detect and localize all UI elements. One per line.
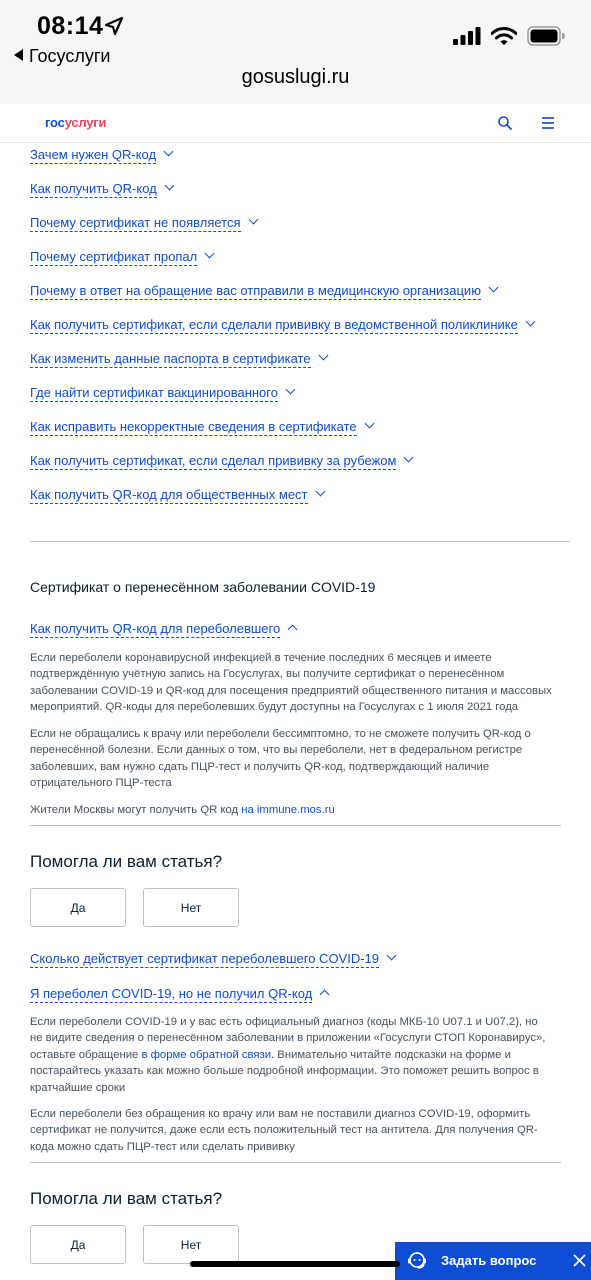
back-arrow-icon: [14, 49, 23, 61]
ask-question-button[interactable]: [395, 1242, 591, 1280]
feedback-form-link[interactable]: в форме обратной связи: [141, 1048, 272, 1061]
address-bar[interactable]: gosuslugi.ru: [241, 66, 350, 88]
back-to-app-button[interactable]: [14, 46, 110, 67]
helpful-question: Помогла ли вам статья?: [30, 1189, 223, 1208]
section-divider: [30, 541, 570, 542]
faq-link-abroad[interactable]: Как получить сертификат, если сделал прививку за рубежом: [30, 453, 412, 468]
menu-icon[interactable]: [541, 116, 555, 130]
faq-link-fix-data[interactable]: Как исправить некорректные сведения в сертификате: [30, 419, 373, 434]
support-agent-icon: [405, 1249, 429, 1273]
ask-question-label: Задать вопрос: [441, 1253, 537, 1268]
faq-link-cert-not-appearing[interactable]: Почему сертификат не появляется: [30, 215, 257, 230]
chevron-down-icon: [404, 453, 414, 463]
answer-paragraph: Если переболели COVID-19 и у вас есть официальный диагноз (коды МКБ-10 U07.1 и U07.2), но не видите сведения о перенесённом заболевании в приложении «Госуслуги СТОП Коронавирус», оставьте обращение в форме обратной связи. Внимательно читайте подсказки на форме и постарайтесь указать как можно больше подробной информации. Это поможет решить вопрос в кратчайшие сроки: [30, 1016, 546, 1094]
immune-mos-link[interactable]: на immune.mos.ru: [241, 804, 335, 816]
chevron-down-icon: [286, 385, 296, 395]
location-arrow-icon: [104, 16, 124, 36]
home-indicator[interactable]: [190, 1261, 400, 1267]
search-icon[interactable]: [497, 115, 513, 131]
section-title: Сертификат о перенесённом заболевании COVID-19: [30, 579, 376, 595]
chevron-up-icon: [320, 990, 330, 1000]
faq-link-public-places[interactable]: Как получить QR-код для общественных мест: [30, 487, 324, 502]
chevron-down-icon: [205, 249, 215, 259]
faq-link-departmental-clinic[interactable]: Как получить сертификат, если сделали прививку в ведомственной поликлинике: [30, 317, 534, 332]
browser-chrome: [0, 0, 591, 105]
chevron-down-icon: [488, 283, 498, 293]
chevron-down-icon: [318, 351, 328, 361]
wifi-icon: [491, 27, 517, 46]
faq-link-why-qr[interactable]: Зачем нужен QR-код: [30, 147, 172, 162]
answer-divider: [30, 1162, 561, 1163]
chevron-down-icon: [364, 419, 374, 429]
chevron-down-icon: [164, 181, 174, 191]
back-app-label: Госуслуги: [29, 46, 111, 66]
vote-yes-button[interactable]: Да: [30, 1225, 126, 1264]
chevron-down-icon: [164, 147, 174, 157]
faq-link-find-cert[interactable]: Где найти сертификат вакцинированного: [30, 385, 294, 400]
status-icons: [453, 25, 565, 47]
chevron-up-icon: [288, 625, 298, 635]
answer-paragraph: Если переболели без обращения ко врачу или вам не поставили диагноз COVID-19, оформить сертификат не получится, даже если есть положительный тест на антитела. Для получения QR-кода можно сдать ПЦР-тест или сделать прививку: [30, 1108, 538, 1153]
vote-no-button[interactable]: Нет: [143, 888, 239, 927]
faq-link-cert-duration[interactable]: Сколько действует сертификат переболевшего COVID-19: [30, 951, 395, 966]
chevron-down-icon: [248, 215, 258, 225]
battery-icon: [527, 26, 565, 46]
helpful-question: Помогла ли вам статья?: [30, 852, 223, 871]
faq-link-medical-org[interactable]: Почему в ответ на обращение вас отправили в медицинскую организацию: [30, 283, 497, 298]
chevron-down-icon: [525, 317, 535, 327]
vote-yes-button[interactable]: Да: [30, 888, 126, 927]
chevron-down-icon: [387, 951, 397, 961]
status-time: 08:14: [37, 12, 104, 40]
answer-divider: [30, 825, 561, 826]
faq-link-no-qr-received[interactable]: Я переболел COVID-19, но не получил QR-код: [30, 986, 328, 1001]
chevron-down-icon: [315, 487, 325, 497]
site-header: [0, 104, 591, 143]
gosuslugi-logo[interactable]: госуслуги: [45, 115, 107, 130]
faq-link-qr-recovered[interactable]: Как получить QR-код для переболевшего: [30, 621, 296, 636]
faq-link-cert-gone[interactable]: Почему сертификат пропал: [30, 249, 213, 264]
answer-paragraph: Если не обращались к врачу или переболели бессимптомно, то не сможете получить QR-код о перенесённой болезни. Если данных о том, что вы переболели, нет в федеральном регистре заболевших, вам нужно сдать ПЦР-тест и получить QR-код, подтверждающий наличие отрицательного ПЦР-теста: [30, 728, 531, 790]
close-icon[interactable]: [573, 1254, 586, 1267]
vote-no-button[interactable]: Нет: [143, 1225, 239, 1264]
signal-icon: [453, 27, 481, 45]
answer-paragraph: Жители Москвы могут получить QR код на immune.mos.ru: [30, 804, 335, 816]
faq-link-how-get-qr[interactable]: Как получить QR-код: [30, 181, 173, 196]
answer-paragraph: Если переболели коронавирусной инфекцией в течение последних 6 месяцев и имеете подтверждённую учётную запись на Госуслугах, вы получите сертификат о перенесённом заболевании COVID-19 и QR-код для посещения предприятий общественного питания и массовых мероприятий. QR-коды для переболевших будут доступны на Госуслугах с 1 июля 2021 года: [30, 652, 552, 714]
faq-link-change-passport[interactable]: Как изменить данные паспорта в сертификате: [30, 351, 327, 366]
